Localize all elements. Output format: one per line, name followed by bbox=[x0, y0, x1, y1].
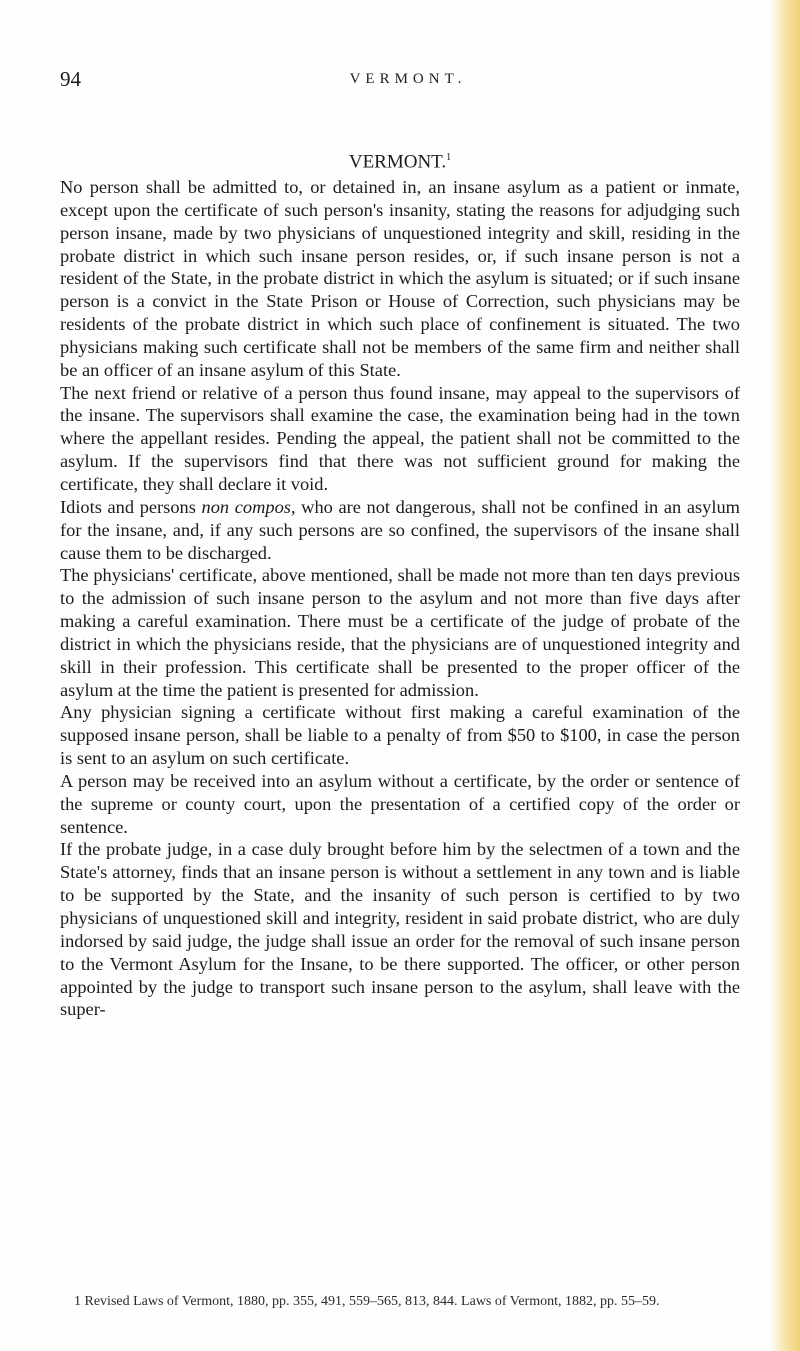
paragraph-text: Idiots and persons bbox=[60, 496, 202, 517]
paragraph-text: , who are not dangerous, shall not be confined in an asylum for the insane, and, if any such persons are so confined, the supervisors of the insane shall cause them to be discharged. bbox=[60, 496, 740, 563]
paragraph: If the probate judge, in a case duly brought before him by the selectmen of a town and the State's attorney, finds that an insane person is without a settlement in any town and is liable to be supported by the State, and the insanity of such person is certified to by two physicians of unquestioned skill and integrity, resident in said probate district, who are duly indorsed by said judge, the judge shall issue an order for the removal of such insane person to the Vermont Asylum for the Insane, to be there supported. The officer, or other person appointed by the judge to transport such insane person to the asylum, shall leave with the super- bbox=[60, 839, 740, 1020]
page-edge-shading bbox=[770, 0, 800, 1351]
footnote bbox=[60, 1292, 740, 1311]
paragraph: The physicians' certificate, above mentioned, shall be made not more than ten days previous to the admission of such insane person to the asylum and not more than five days after making a careful examination. There must be a certificate of the judge of probate of the district in which the physicians reside, that the physicians are of unquestioned integrity and skill in their profession. This certificate shall be presented to the proper officer of the asylum at the time the patient is presented for admission. bbox=[60, 565, 740, 700]
heading-title: VERMONT. bbox=[348, 151, 447, 173]
paragraph: A person may be received into an asylum without a certificate, by the order or sentence of the supreme or county court, upon the presentation of a certified copy of the order or sentence. bbox=[60, 770, 740, 837]
footnote-text: Revised Laws of Vermont, 1880, pp. 355, 491, 559–565, 813, 844. Laws of Vermont, 1882, pp. 55–59. bbox=[84, 1294, 660, 1309]
paragraph bbox=[60, 496, 740, 565]
paragraph: No person shall be admitted to, or detained in, an insane asylum as a patient or inmate, except upon the certificate of such person's insanity, stating the reasons for adjudging such person insane, made by two physicians of unquestioned integrity and skill, residing in the probate district in which such insane person resides, or, if such insane person is not a resident of the State, in the probate district in which the asylum is situated; or if such insane person is a convict in the State Prison or House of Correction, such physicians may be residents of the probate district in which such place of confinement is situated. The two physicians making such certificate shall not be members of the same firm and neither shall be an officer of an insane asylum of this State. bbox=[60, 177, 740, 380]
statute-text bbox=[60, 176, 740, 1021]
section-heading bbox=[60, 144, 740, 176]
running-title: VERMONT. bbox=[349, 71, 467, 87]
paragraph: Any physician signing a certificate without first making a careful examination of the supposed insane person, shall be liable to a penalty of from $50 to $100, in case the person is sent to an asylum on such certificate. bbox=[60, 702, 740, 769]
running-head bbox=[60, 64, 740, 94]
page-number: 94 bbox=[60, 67, 81, 91]
latin-term: non compos bbox=[201, 496, 291, 517]
footnote-reference: 1 bbox=[446, 152, 452, 163]
footnote-mark: 1 bbox=[74, 1294, 81, 1309]
paragraph: The next friend or relative of a person thus found insane, may appeal to the supervisors of the insane. The supervisors shall examine the case, the examination being had in the town where the appellant resides. Pending the appeal, the patient shall not be committed to the asylum. If the supervisors find that there was not sufficient ground for making the certificate, they shall declare it void. bbox=[60, 382, 740, 494]
